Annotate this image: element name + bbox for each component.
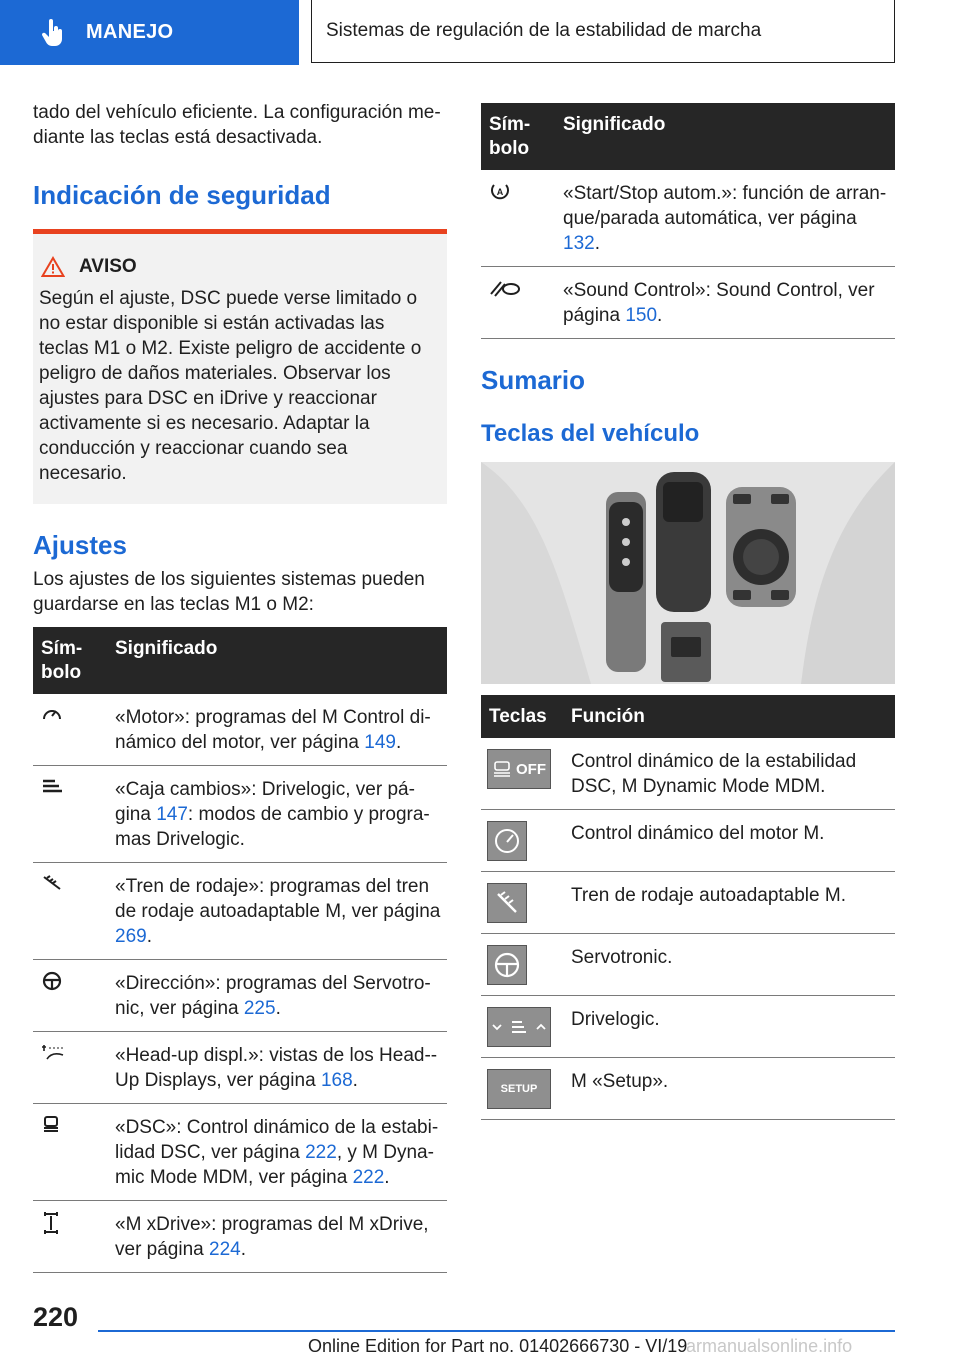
row-text: «DSC»: Control dinámico de la estabilidad DSC, ver página	[115, 1117, 439, 1163]
page-link[interactable]: 168	[320, 1070, 353, 1091]
col-symbol: Símbolo	[481, 103, 555, 170]
row-text: «Start/Stop autom.»: función de arranque/parada automática, ver página	[563, 183, 887, 229]
page-link[interactable]: 269	[115, 926, 147, 947]
page-number: 220	[33, 1302, 79, 1332]
xdrive-icon	[41, 1212, 61, 1234]
col-keys: Teclas	[481, 695, 563, 738]
row-tail: .	[657, 305, 663, 326]
row-tail: .	[384, 1167, 390, 1188]
table-row	[33, 863, 447, 960]
row-text: Control dinámico del motor M.	[563, 810, 895, 872]
left-column	[33, 100, 447, 1273]
settings-text: Los ajustes de los siguientes sistemas pueden guardarse en las teclas M1 o M2:	[33, 569, 425, 615]
row-text: «M xDrive»: programas del M xDrive, ver página	[115, 1214, 429, 1260]
warning-triangle-icon	[41, 256, 65, 278]
table-header	[481, 103, 895, 170]
col-function: Función	[563, 695, 895, 738]
center-console-photo	[481, 462, 895, 684]
row-mid: , y M Dynamic Mode MDM, ver página	[115, 1142, 434, 1188]
table-row	[33, 1032, 447, 1104]
row-text: Servotronic.	[563, 934, 895, 996]
col-symbol: Símbolo	[33, 627, 107, 694]
row-tail: .	[352, 1070, 358, 1091]
key-label: OFF	[516, 760, 546, 778]
table-row	[481, 170, 895, 267]
row-text: «Sound Control»: Sound Control, ver página	[563, 280, 875, 326]
edition-text: Online Edition for Part no. 01402666730 - VI/19	[308, 1336, 688, 1356]
row-text: M «Setup».	[563, 1058, 895, 1120]
row-text: «Motor»: programas del M Control dinámico del motor, ver página	[115, 707, 431, 753]
page-link[interactable]: 132	[563, 233, 595, 254]
gauge-icon	[41, 705, 63, 723]
drivelogic-key-icon	[487, 1007, 551, 1047]
col-meaning: Significado	[107, 627, 447, 694]
settings-table	[33, 627, 447, 1273]
section-header	[311, 0, 895, 63]
row-tail: .	[275, 998, 281, 1019]
table-row	[33, 766, 447, 863]
settings-table-continued	[481, 103, 895, 339]
row-tail: .	[395, 732, 402, 753]
sound-control-icon	[489, 278, 523, 298]
table-header	[481, 695, 895, 738]
table-row	[481, 872, 895, 934]
table-row	[481, 738, 895, 810]
section-title: Sistemas de regulación de la estabilidad de marcha	[326, 20, 762, 41]
start-stop-icon	[489, 181, 511, 201]
dsc-car-icon	[41, 1115, 61, 1135]
dsc-off-key-icon	[487, 749, 551, 789]
row-text: «Caja cambios»: Drivelogic, ver página	[115, 779, 415, 825]
page-link[interactable]: 222	[305, 1142, 337, 1163]
footer-rule	[98, 1330, 895, 1332]
settings-heading: Ajustes	[33, 530, 127, 560]
page-link[interactable]: 225	[243, 998, 276, 1019]
table-row	[33, 1201, 447, 1273]
page-link[interactable]: 222	[352, 1167, 385, 1188]
row-tail: .	[594, 233, 600, 254]
suspension-key-icon	[487, 883, 527, 923]
setup-key-icon	[487, 1069, 551, 1109]
hand-icon	[38, 18, 68, 48]
table-header	[33, 627, 447, 694]
table-row	[481, 996, 895, 1058]
gearbox-lines-icon	[41, 777, 63, 795]
warning-title: AVISO	[79, 256, 137, 277]
page-link[interactable]: 224	[209, 1239, 241, 1260]
warning-text: Según el ajuste, DSC puede verse limitado o no estar disponible si están activadas las teclas M1 o M2. Existe peligro de accidente o peligro de daños materiales. Observar los ajustes para DSC en iDrive y reaccionar activamente si es necesario. Adaptar la conducción y reaccionar cuando sea necesario.	[39, 288, 422, 484]
page-link[interactable]: 147	[156, 804, 188, 825]
chapter-title: MANEJO	[86, 21, 174, 43]
table-row	[481, 1058, 895, 1120]
steering-wheel-icon	[41, 971, 63, 991]
table-row	[33, 960, 447, 1032]
intro-text: tado del vehículo eficiente. La configuración mediante las teclas está desactivada.	[33, 102, 441, 148]
steering-key-icon	[487, 945, 527, 985]
row-text: Tren de rodaje autoadaptable M.	[563, 872, 895, 934]
suspension-icon	[41, 874, 63, 892]
key-label: SETUP	[500, 1082, 538, 1095]
row-tail: : modos de cambio y programas Drivelogic.	[115, 804, 430, 850]
svg-text:A: A	[496, 187, 504, 197]
page-link[interactable]: 149	[364, 732, 396, 753]
table-row	[33, 694, 447, 766]
row-text: «Head-up displ.»: vistas de los Head-Up Displays, ver página	[115, 1045, 438, 1091]
right-column	[481, 103, 895, 1120]
table-row	[481, 810, 895, 872]
engine-gauge-key-icon	[487, 821, 527, 861]
row-text: Control dinámico de la estabilidad DSC, M Dynamic Mode MDM.	[563, 738, 895, 810]
row-text: «Dirección»: programas del Servotronic, ver página	[115, 973, 431, 1019]
keys-heading: Teclas del vehículo	[481, 420, 700, 447]
row-tail: .	[240, 1239, 246, 1260]
safety-heading: Indicación de seguridad	[33, 180, 331, 210]
col-meaning: Significado	[555, 103, 895, 170]
chapter-tab[interactable]	[0, 0, 299, 65]
center-console-illustration	[481, 462, 895, 684]
page-link[interactable]: 150	[625, 305, 658, 326]
watermark: armanualsonline.info	[686, 1336, 853, 1356]
keys-table	[481, 695, 895, 1120]
warning-box	[33, 229, 447, 504]
table-row	[481, 934, 895, 996]
table-row	[33, 1104, 447, 1201]
head-up-display-icon	[41, 1043, 65, 1061]
row-text: Drivelogic.	[563, 996, 895, 1058]
table-row	[481, 267, 895, 339]
row-tail: .	[146, 926, 152, 947]
row-text: «Tren de rodaje»: programas del tren de rodaje autoadaptable M, ver página	[115, 876, 441, 922]
summary-heading: Sumario	[481, 365, 586, 395]
